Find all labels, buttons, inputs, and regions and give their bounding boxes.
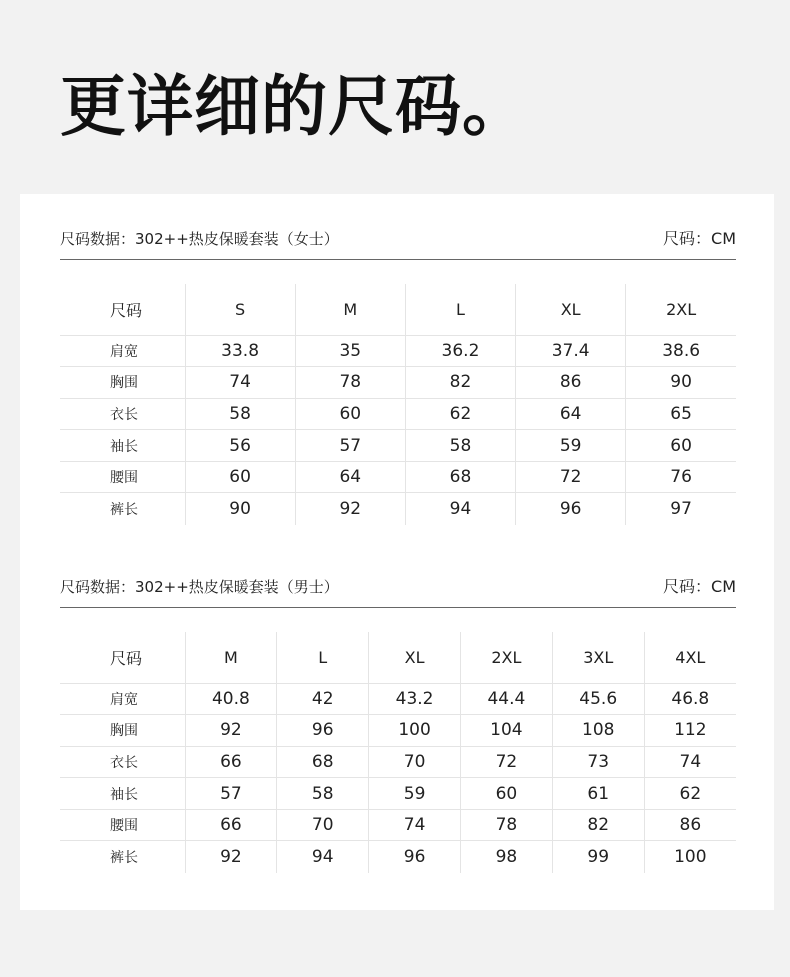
measure-cell: 42 (277, 683, 369, 715)
measure-cell: 97 (626, 493, 736, 525)
measure-cell: 65 (626, 398, 736, 430)
women-section-title: 尺码数据：302++热皮保暖套装（女士） (60, 230, 339, 248)
women-table-row (60, 430, 736, 462)
women-unit-label: 尺码：CM (663, 229, 736, 248)
measure-cell: 60 (295, 398, 405, 430)
men-table-row (60, 778, 736, 810)
measure-cell: 104 (460, 715, 552, 747)
measure-cell: 58 (185, 398, 295, 430)
measure-cell: 35 (295, 335, 405, 367)
measure-cell-label: 肩宽 (60, 335, 185, 367)
measure-cell: 58 (277, 778, 369, 810)
measure-cell: 76 (626, 461, 736, 493)
measure-cell: 78 (460, 809, 552, 841)
measure-cell: 72 (460, 746, 552, 778)
size-header-cell: 2XL (626, 284, 736, 335)
measure-cell: 38.6 (626, 335, 736, 367)
measure-cell: 92 (295, 493, 405, 525)
measure-cell: 94 (405, 493, 515, 525)
measure-cell: 58 (405, 430, 515, 462)
measure-cell: 68 (405, 461, 515, 493)
men-table-row (60, 746, 736, 778)
measure-cell: 66 (185, 809, 277, 841)
measure-cell: 62 (644, 778, 736, 810)
measure-cell: 61 (552, 778, 644, 810)
measure-cell: 33.8 (185, 335, 295, 367)
men-table-row (60, 683, 736, 715)
measure-cell: 68 (277, 746, 369, 778)
measure-cell: 90 (626, 367, 736, 399)
measure-cell: 60 (626, 430, 736, 462)
measure-cell-label: 衣长 (60, 398, 185, 430)
measure-cell: 82 (552, 809, 644, 841)
measure-cell: 82 (405, 367, 515, 399)
women-table-row (60, 493, 736, 525)
measure-cell-label: 衣长 (60, 746, 185, 778)
page-title: 更详细的尺码。 (60, 68, 529, 145)
men-table-row (60, 841, 736, 873)
measure-cell: 70 (277, 809, 369, 841)
measure-cell-label: 裤长 (60, 493, 185, 525)
measure-cell: 73 (552, 746, 644, 778)
measure-cell: 40.8 (185, 683, 277, 715)
men-table-row (60, 715, 736, 747)
measure-cell: 57 (295, 430, 405, 462)
women-table-row (60, 367, 736, 399)
measure-cell-label: 袖长 (60, 430, 185, 462)
size-header-cell: L (277, 632, 369, 683)
measure-cell: 98 (460, 841, 552, 873)
measure-cell: 46.8 (644, 683, 736, 715)
measure-cell-label: 胸围 (60, 367, 185, 399)
size-header-cell: M (185, 632, 277, 683)
men-table-row (60, 809, 736, 841)
measure-cell-label: 胸围 (60, 715, 185, 747)
women-table-row (60, 398, 736, 430)
measure-cell: 62 (405, 398, 515, 430)
measure-cell: 86 (644, 809, 736, 841)
measure-cell: 96 (277, 715, 369, 747)
size-header-cell: 2XL (460, 632, 552, 683)
measure-cell: 66 (185, 746, 277, 778)
measure-cell: 56 (185, 430, 295, 462)
measure-cell: 36.2 (405, 335, 515, 367)
measure-cell: 90 (185, 493, 295, 525)
measure-cell: 64 (516, 398, 626, 430)
men-unit-label: 尺码：CM (663, 577, 736, 596)
women-section-header (60, 194, 736, 260)
measure-cell: 59 (516, 430, 626, 462)
measure-cell: 37.4 (516, 335, 626, 367)
measure-cell: 99 (552, 841, 644, 873)
measure-cell: 74 (185, 367, 295, 399)
measure-cell: 100 (644, 841, 736, 873)
men-section-title: 尺码数据：302++热皮保暖套装（男士） (60, 578, 339, 596)
size-header-cell-label: 尺码 (110, 648, 143, 668)
men-section-header (60, 542, 736, 608)
size-header-cell: 4XL (644, 632, 736, 683)
women-header-row (60, 284, 736, 335)
measure-cell: 70 (369, 746, 461, 778)
measure-cell-label: 肩宽 (60, 683, 185, 715)
measure-cell: 92 (185, 715, 277, 747)
measure-cell: 59 (369, 778, 461, 810)
size-header-cell-label: 尺码 (110, 300, 143, 320)
measure-cell: 100 (369, 715, 461, 747)
measure-cell: 92 (185, 841, 277, 873)
measure-cell-label: 裤长 (60, 841, 185, 873)
measure-cell: 108 (552, 715, 644, 747)
size-chart-card (20, 194, 774, 910)
size-header-cell: XL (516, 284, 626, 335)
measure-cell: 60 (185, 461, 295, 493)
measure-cell-label: 袖长 (60, 778, 185, 810)
men-size-section (60, 542, 736, 873)
measure-cell: 94 (277, 841, 369, 873)
men-size-table (60, 632, 736, 873)
measure-cell: 74 (644, 746, 736, 778)
measure-cell: 86 (516, 367, 626, 399)
measure-cell: 60 (460, 778, 552, 810)
measure-cell: 57 (185, 778, 277, 810)
size-header-cell: XL (369, 632, 461, 683)
size-header-cell: S (185, 284, 295, 335)
women-table-row (60, 335, 736, 367)
size-header-cell: L (405, 284, 515, 335)
women-table-row (60, 461, 736, 493)
women-size-section (60, 194, 736, 525)
measure-cell: 78 (295, 367, 405, 399)
size-header-cell: 3XL (552, 632, 644, 683)
measure-cell-label: 腰围 (60, 809, 185, 841)
measure-cell: 72 (516, 461, 626, 493)
measure-cell: 96 (369, 841, 461, 873)
measure-cell: 74 (369, 809, 461, 841)
measure-cell: 45.6 (552, 683, 644, 715)
measure-cell-label: 腰围 (60, 461, 185, 493)
men-header-row (60, 632, 736, 683)
measure-cell: 64 (295, 461, 405, 493)
measure-cell: 96 (516, 493, 626, 525)
women-size-table (60, 284, 736, 525)
measure-cell: 44.4 (460, 683, 552, 715)
measure-cell: 112 (644, 715, 736, 747)
measure-cell: 43.2 (369, 683, 461, 715)
size-header-cell: M (295, 284, 405, 335)
